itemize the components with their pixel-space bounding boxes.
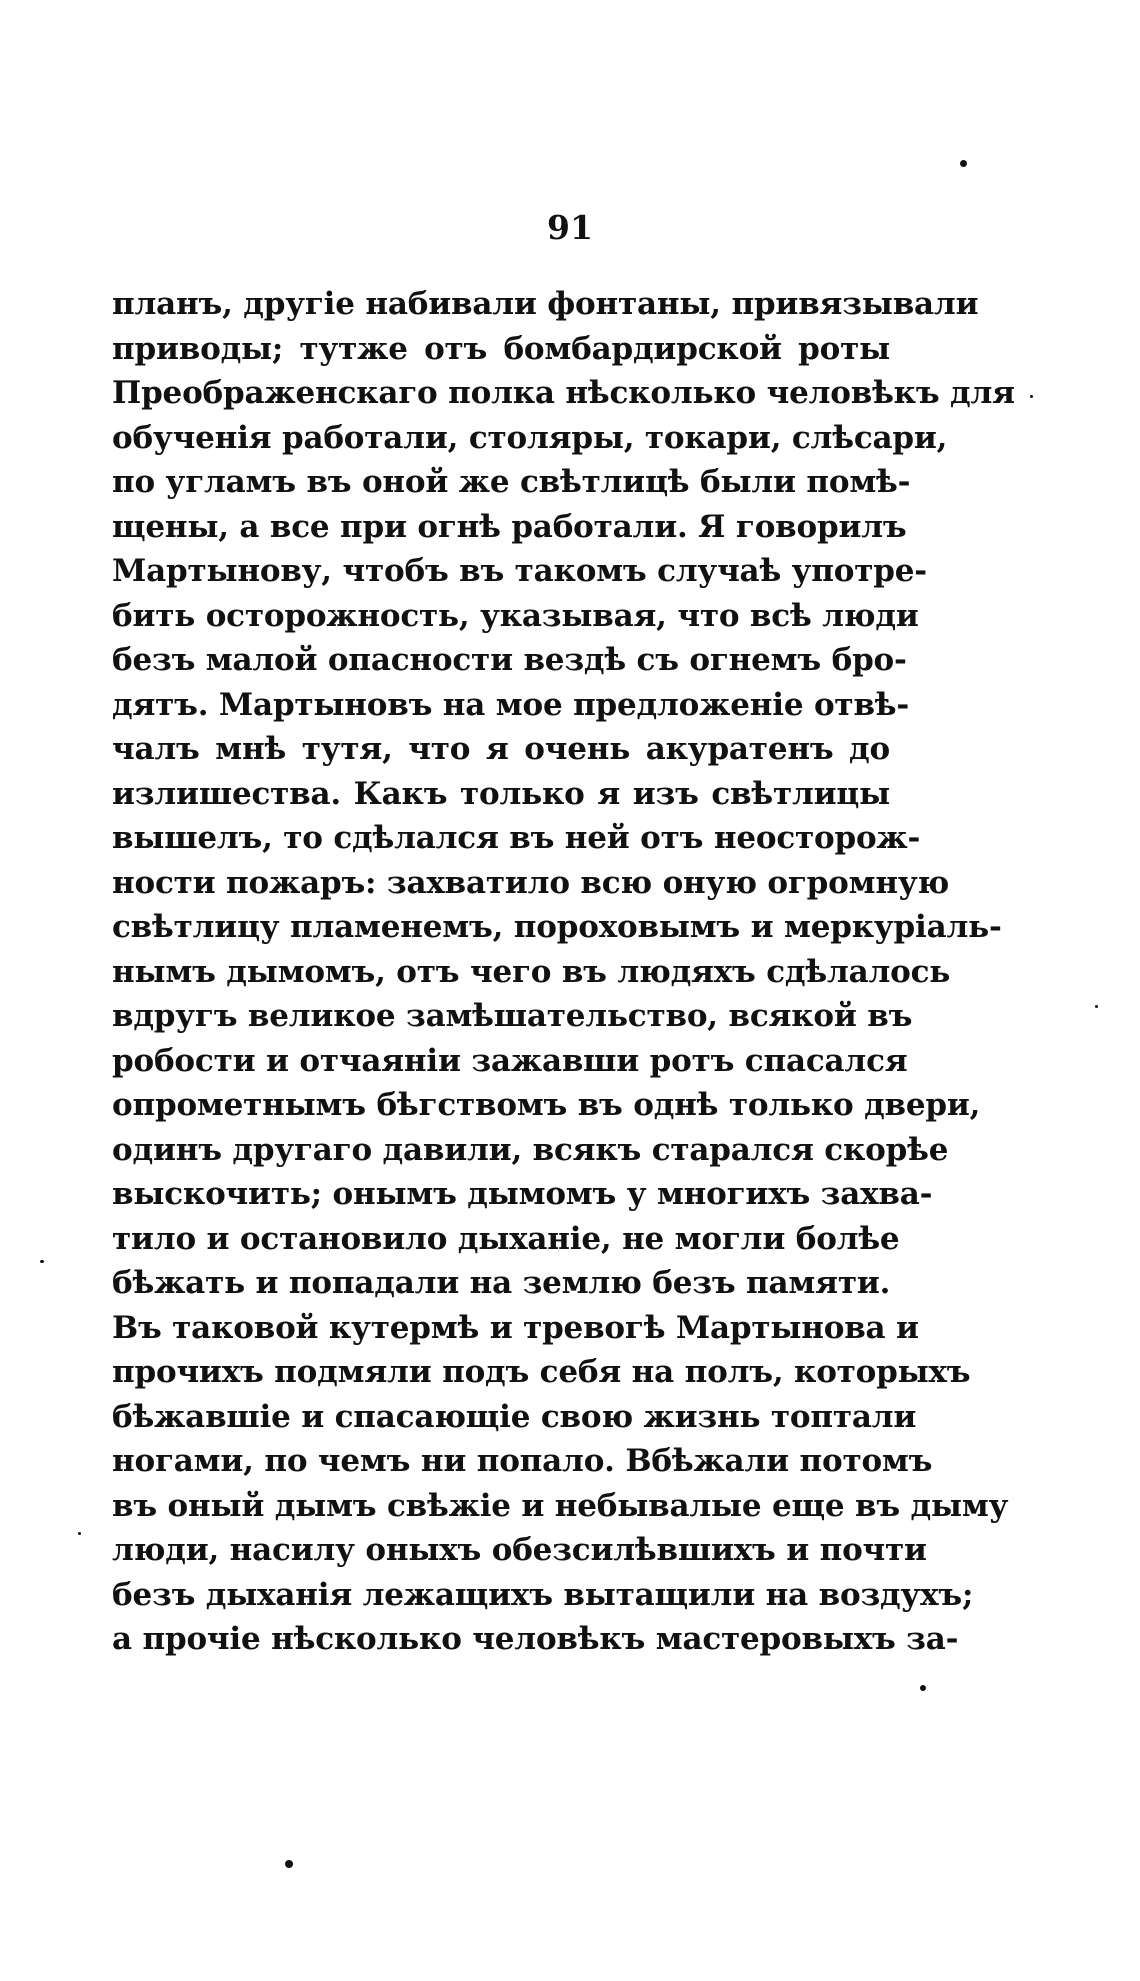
text-line: бѣжать и попадали на землю безъ памяти. [112, 1265, 891, 1301]
text-line: по угламъ въ оной же свѣтлицѣ были помѣ- [112, 464, 911, 500]
text-line: приводы; тутже отъ бомбардирской роты [112, 330, 890, 367]
text-line: бить осторожность, указывая, что всѣ люди [112, 597, 919, 634]
scan-speck [1095, 1005, 1098, 1008]
text-line: излишества. Какъ только я изъ свѣтлицы [112, 775, 890, 812]
text-line: щены, а все при огнѣ работали. Я говорилъ [112, 508, 907, 545]
text-line: нымъ дымомъ, отъ чего въ людяхъ сдѣлалось [112, 953, 951, 990]
text-line: вышелъ, то сдѣлался въ ней отъ неосторож- [112, 820, 921, 856]
text-line: бѣжавшіе и спасающіе свою жизнь топтали [112, 1398, 917, 1435]
text-line: одинъ другаго давили, всякъ старался скорѣе [112, 1131, 949, 1168]
scan-speck [960, 160, 967, 167]
text-line: планъ, другіе набивали фонтаны, привязывали [112, 286, 979, 322]
text-line: прочихъ подмяли подъ себя на полъ, которыхъ [112, 1354, 971, 1390]
page-number: 91 [547, 208, 593, 247]
scan-speck [78, 1532, 81, 1535]
text-line: обученія работали, столяры, токари, слѣсари, [112, 419, 948, 456]
text-line: опрометнымъ бѣгствомъ въ однѣ только двери, [112, 1087, 981, 1123]
text-line: робости и отчаяніи зажавши ротъ спасался [112, 1042, 908, 1079]
scan-speck [920, 1685, 926, 1691]
body-text [112, 282, 1015, 1662]
text-line: тило и остановило дыханіе, не могли болѣе [112, 1220, 900, 1257]
text-line: чалъ мнѣ тутя, что я очень акуратенъ до [112, 731, 890, 767]
text-line: въ оный дымъ свѣжіе и небывалые еще въ дыму [112, 1487, 1009, 1524]
text-line: вдругъ великое замѣшательство, всякой въ [112, 998, 913, 1034]
text-line: люди, насилу оныхъ обезсилѣвшихъ и почти [112, 1532, 927, 1568]
text-line: Въ таковой кутермѣ и тревогѣ Мартынова и [112, 1309, 919, 1346]
text-line: свѣтлицу пламенемъ, пороховымъ и меркуріаль- [112, 909, 1002, 945]
scan-speck [40, 1260, 44, 1263]
text-line: дятъ. Мартыновъ на мое предложеніе отвѣ- [112, 686, 910, 723]
text-line: ности пожаръ: захватило всю оную огромную [112, 864, 950, 901]
text-line: Преображенскаго полка нѣсколько человѣкъ для [112, 375, 1015, 411]
text-line: выскочить; онымъ дымомъ у многихъ захва- [112, 1176, 933, 1212]
scan-speck [285, 1860, 293, 1868]
text-line: Мартынову, чтобъ въ такомъ случаѣ употре- [112, 553, 927, 589]
text-line: а прочіе нѣсколько человѣкъ мастеровыхъ за- [112, 1621, 959, 1657]
text-line: безъ малой опасности вездѣ съ огнемъ бро- [112, 642, 907, 678]
scan-speck [1030, 395, 1033, 398]
text-line: безъ дыханія лежащихъ вытащили на воздухъ; [112, 1576, 974, 1613]
text-line: ногами, по чемъ ни попало. Вбѣжали потомъ [112, 1443, 933, 1479]
